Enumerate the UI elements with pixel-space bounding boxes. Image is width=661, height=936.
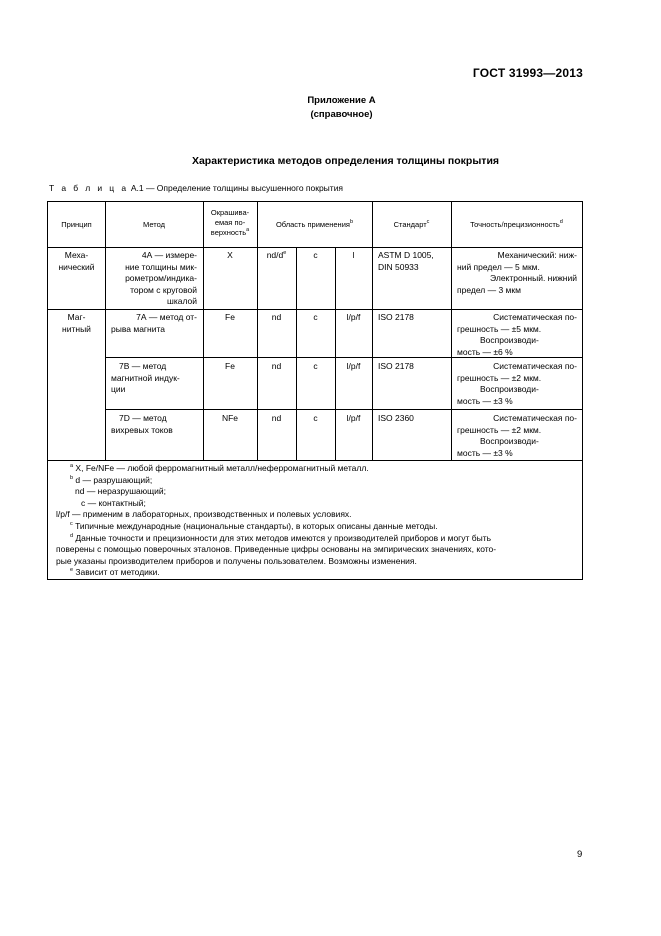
principle-line: нитный	[62, 323, 91, 334]
accuracy-line: Систематическая по-	[493, 413, 577, 423]
footnote-mark: b	[349, 219, 354, 225]
accuracy-cell	[457, 361, 577, 407]
principle-mechanical	[48, 250, 105, 273]
method-line: 4А — измере-	[141, 250, 197, 260]
standard-cell	[378, 361, 448, 373]
row-divider	[48, 460, 582, 461]
destructive-cell	[257, 250, 296, 262]
table-caption	[49, 183, 343, 193]
method-line: 7D — метод	[119, 413, 167, 423]
accuracy-line: мость — ±3 %	[457, 447, 513, 458]
principle-magnetic	[48, 312, 105, 335]
footnote-text: d — разрушающий;	[73, 474, 153, 485]
accuracy-line: грешность — ±5 мкм.	[457, 323, 542, 334]
footnote-text: Зависит от методики.	[73, 567, 160, 578]
accuracy-cell	[457, 413, 577, 459]
standard-line: ASTM D 1005,	[378, 250, 434, 260]
accuracy-cell	[457, 250, 577, 296]
method-cell	[111, 312, 197, 335]
accuracy-cell	[457, 312, 577, 358]
footnote-b-line: c — контактный;	[81, 497, 146, 508]
col-divider	[451, 202, 452, 460]
method-line: ние толщины мик-	[125, 261, 197, 272]
footnote-d	[56, 533, 578, 545]
footnote-mark: d	[70, 532, 74, 539]
contact-cell: c	[313, 250, 318, 260]
row-divider	[105, 409, 582, 410]
contact-cell: c	[313, 413, 318, 423]
destructive-cell: nd	[271, 413, 282, 423]
method-line: ции	[111, 384, 126, 394]
accuracy-line: Систематическая по-	[493, 312, 577, 322]
accuracy-line: Воспроизводи-	[480, 436, 539, 446]
footnote-mark: c	[70, 520, 73, 527]
header-painted-surface-line	[203, 228, 257, 238]
accuracy-line: ний предел — 5 мкм.	[457, 261, 540, 272]
standard-line: DIN 50933	[378, 261, 419, 272]
standard-line: ISO 2178	[378, 361, 414, 371]
header-standard-text: Стандарт	[393, 220, 427, 229]
footnote-mark: d	[559, 219, 563, 225]
appendix-title: Приложение А	[307, 95, 376, 106]
principle-line: нический	[58, 261, 95, 272]
place-cell: l	[352, 250, 355, 260]
method-cell	[111, 413, 197, 436]
footnote-mark: b	[70, 474, 74, 481]
col-divider	[372, 202, 373, 460]
place-cell: l/p/f	[346, 413, 361, 423]
destructive-value: nd/d	[266, 250, 284, 260]
method-line: 7А — метод от-	[136, 312, 197, 322]
standard-cell	[378, 413, 448, 425]
method-cell	[111, 250, 197, 308]
accuracy-line: грешность — ±2 мкм.	[457, 372, 542, 383]
accuracy-line: Систематическая по-	[493, 361, 577, 371]
appendix-heading	[0, 94, 661, 122]
method-line: 7В — метод	[119, 361, 167, 371]
principle-line: Меха-	[64, 250, 89, 260]
row-divider	[48, 247, 582, 248]
table-caption-prefix: Т а б л и ц а	[49, 183, 129, 193]
destructive-cell: nd	[271, 361, 282, 371]
footnote-d-line: рые указаны производителем приборов и получены пользователем. Возможны изменения.	[56, 555, 417, 566]
header-accuracy-text: Точность/прецизионность	[470, 220, 560, 229]
accuracy-line: Воспроизводи-	[480, 335, 539, 345]
accuracy-line: Электронный. нижний	[490, 273, 577, 283]
standard-cell	[378, 312, 448, 324]
contact-cell: c	[313, 361, 318, 371]
table-footnotes	[56, 463, 578, 579]
method-line: вихревых токов	[111, 424, 173, 435]
footnote-mark: e	[70, 567, 74, 574]
footnote-b	[56, 475, 578, 487]
surface-cell: Fe	[225, 312, 235, 322]
place-cell: l/p/f	[346, 312, 361, 322]
col-divider	[335, 247, 336, 460]
accuracy-line: Воспроизводи-	[480, 384, 539, 394]
standard-number: ГОСТ 31993—2013	[472, 66, 583, 80]
section-title-text: Характеристика методов определения толщины покрытия	[191, 155, 500, 167]
accuracy-line: мость — ±3 %	[457, 395, 513, 406]
method-line: шкалой	[167, 296, 197, 306]
accuracy-line: грешность — ±2 мкм.	[457, 424, 542, 435]
header-application	[257, 220, 372, 230]
appendix-note: (справочное)	[310, 109, 373, 120]
header-principle: Принцип	[61, 220, 92, 229]
footnote-d-line: поверены с помощью поверочных эталонов. Приведенные цифры основаны на эмпирических значениях, кото-	[56, 544, 497, 555]
header-painted-surface-line: емая по-	[214, 218, 246, 227]
surface-cell: NFe	[221, 413, 239, 423]
footnote-text: X, Fe/NFe — любой ферромагнитный металл/неферромагнитный металл.	[73, 463, 369, 473]
header-accuracy	[451, 220, 582, 230]
method-line: рометром/индика-	[125, 273, 197, 283]
row-divider	[48, 309, 582, 310]
contact-cell: c	[313, 312, 318, 322]
header-painted-surface-line: Окрашива-	[210, 208, 250, 217]
principle-line: Маг-	[67, 312, 86, 322]
header-painted-surface	[203, 208, 257, 238]
footnote-mark: c	[426, 219, 430, 225]
header-painted-surface-text: верхность	[210, 228, 247, 237]
footnote-b-line: nd — неразрушающий;	[75, 486, 167, 497]
section-title	[0, 155, 661, 167]
footnote-mark: a	[70, 463, 74, 469]
header-standard	[372, 220, 451, 230]
place-cell: l/p/f	[346, 361, 361, 371]
footnote-text: Типичные международные (национальные стандарты), в которых описаны данные методы.	[72, 520, 438, 531]
table-caption-text: А.1 — Определение толщины высушенного покрытия	[128, 183, 344, 193]
col-divider	[296, 247, 297, 460]
footnote-c	[56, 521, 578, 533]
destructive-cell: nd	[271, 312, 282, 322]
accuracy-line: мость — ±6 %	[457, 346, 513, 357]
standard-line: ISO 2178	[378, 312, 414, 322]
method-cell	[111, 361, 197, 396]
thickness-methods-table	[47, 201, 583, 580]
standard-cell	[378, 250, 448, 273]
standard-line: ISO 2360	[378, 413, 414, 423]
surface-cell: Fe	[225, 361, 235, 371]
col-divider	[105, 202, 106, 460]
footnote-b-line: l/p/f — применим в лабораторных, производственных и полевых условиях.	[56, 509, 352, 520]
header-application-text: Область применения	[275, 220, 350, 229]
footnote-e	[56, 567, 578, 579]
header-method: Метод	[143, 220, 165, 229]
footnote-mark: a	[246, 227, 250, 233]
footnote-text: Данные точности и прецизионности для этих методов имеются у производителей приборов и могут быть	[73, 532, 492, 543]
accuracy-line: предел — 3 мкм	[457, 284, 521, 295]
footnote-mark: e	[283, 250, 287, 256]
method-line: рыва магнита	[111, 323, 165, 334]
footnote-a	[56, 463, 578, 475]
method-line: магнитной индук-	[111, 372, 180, 383]
page-number: 9	[577, 849, 583, 860]
accuracy-line: Механический: ниж-	[497, 250, 577, 260]
method-line: тором с круговой	[130, 284, 197, 295]
surface-cell: X	[227, 250, 233, 260]
